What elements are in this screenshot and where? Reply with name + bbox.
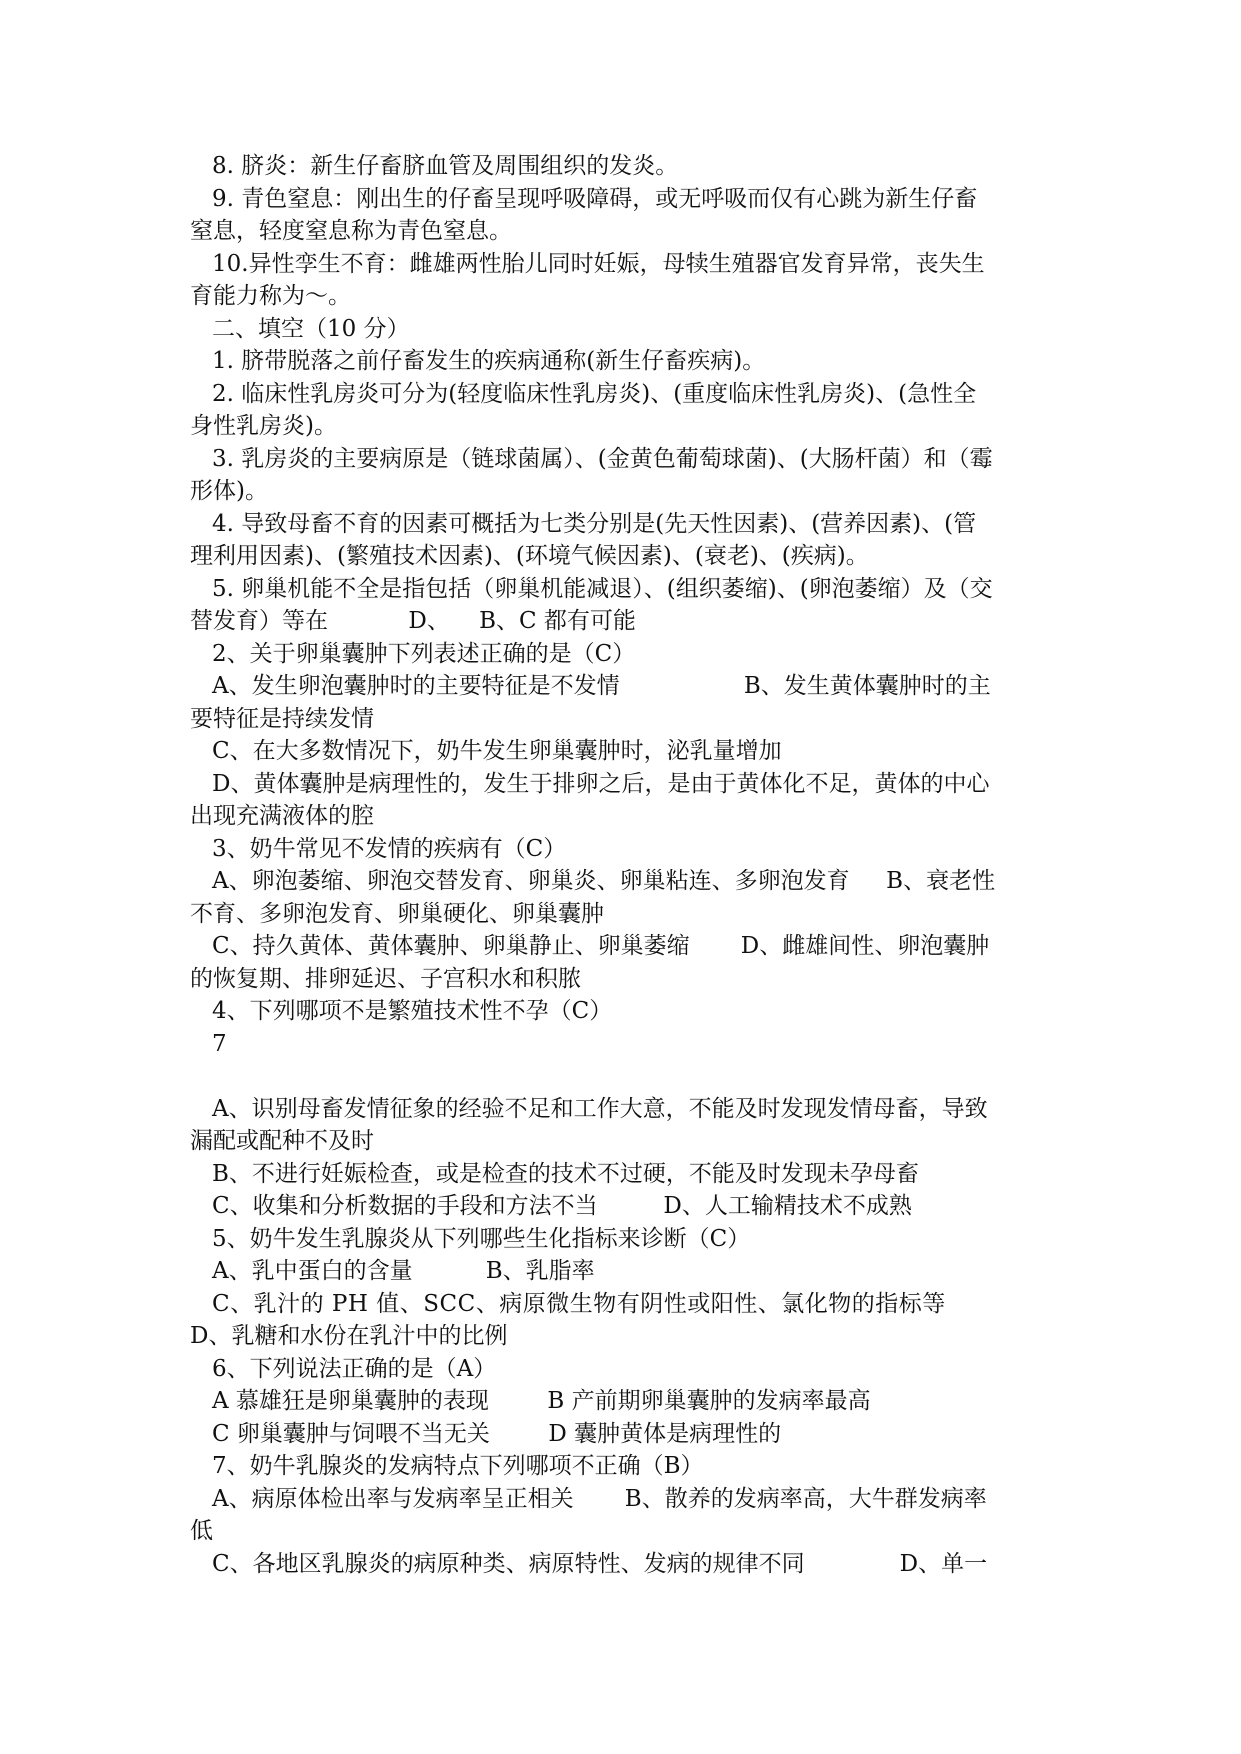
option-line: A、病原体检出率与发病率呈正相关 B、散养的发病率高，大牛群发病率	[212, 1485, 987, 1512]
question-line: 3、奶牛常见不发情的疾病有（C）	[212, 835, 567, 862]
option-line: A、乳中蛋白的含量 B、乳脂率	[212, 1258, 595, 1284]
text-line: 窒息，轻度窒息称为青色窒息。	[190, 218, 512, 244]
option-line: C、持久黄体、黄体囊肿、卵巢静止、卵巢萎缩 D、雌雄间性、卵泡囊肿	[212, 933, 990, 959]
option-line: A、发生卵泡囊肿时的主要特征是不发情 B、发生黄体囊肿时的主	[212, 673, 991, 699]
option-line: D、黄体囊肿是病理性的，发生于排卵之后，是由于黄体化不足，黄体的中心	[212, 770, 990, 797]
document-page	[190, 150, 1050, 1580]
text-line: 9. 青色窒息：刚出生的仔畜呈现呼吸障碍，或无呼吸而仅有心跳为新生仔畜	[212, 185, 978, 212]
text-line: 身性乳房炎)。	[190, 413, 337, 439]
text-line: 1. 脐带脱落之前仔畜发生的疾病通称(新生仔畜疾病)。	[212, 348, 766, 374]
option-line: 要特征是持续发情	[190, 705, 374, 732]
option-line: C 卵巢囊肿与饲喂不当无关 D 囊肿黄体是病理性的	[212, 1420, 782, 1447]
text-line: 理利用因素)、(繁殖技术因素)、(环境气候因素)、(衰老)、(疾病)。	[190, 543, 869, 569]
question-line: 4、下列哪项不是繁殖技术性不孕（C）	[212, 998, 613, 1024]
option-line: C、收集和分析数据的手段和方法不当 D、人工输精技术不成熟	[212, 1193, 912, 1219]
text-line: 2. 临床性乳房炎可分为(轻度临床性乳房炎)、(重度临床性乳房炎)、(急性全	[212, 380, 977, 407]
option-line: A、识别母畜发情征象的经验不足和工作大意，不能及时发现发情母畜，导致	[212, 1095, 988, 1122]
blank-line	[190, 1060, 1050, 1093]
option-line: 的恢复期、排卵延迟、子宫积水和积脓	[190, 965, 581, 992]
option-line: C、在大多数情况下，奶牛发生卵巢囊肿时，泌乳量增加	[212, 738, 782, 764]
option-line: C、各地区乳腺炎的病原种类、病原特性、发病的规律不同 D、单一	[212, 1550, 988, 1577]
question-line: 5、奶牛发生乳腺炎从下列哪些生化指标来诊断（C）	[212, 1225, 751, 1252]
text-line: 替发育）等在 D、 B、C 都有可能	[190, 608, 636, 634]
text-line: 3. 乳房炎的主要病原是（链球菌属）、(金黄色葡萄球菌)、(大肠杆菌）和（霉	[212, 445, 993, 472]
text-line: 育能力称为～。	[190, 283, 351, 309]
option-line: C、乳汁的 PH 值、SCC、病原微生物有阴性或阳性、氯化物的指标等	[212, 1290, 946, 1317]
page-number: 7	[212, 1030, 227, 1057]
option-line: D、乳糖和水份在乳汁中的比例	[190, 1323, 508, 1349]
option-line: 漏配或配种不及时	[190, 1128, 374, 1154]
option-line: 低	[190, 1518, 213, 1544]
section-heading: 二、填空（10 分）	[212, 315, 410, 342]
option-line: 出现充满液体的腔	[190, 803, 374, 829]
text-line: 8. 脐炎：新生仔畜脐血管及周围组织的发炎。	[212, 153, 679, 179]
question-line: 2、关于卵巢囊肿下列表述正确的是（C）	[212, 640, 636, 667]
text-line: 10.异性孪生不育：雌雄两性胎儿同时妊娠，母犊生殖器官发育异常，丧失生	[212, 250, 985, 277]
question-line: 7、奶牛乳腺炎的发病特点下列哪项不正确（B）	[212, 1453, 704, 1479]
option-line: A 慕雄狂是卵巢囊肿的表现 B 产前期卵巢囊肿的发病率最高	[212, 1388, 871, 1414]
option-line: B、不进行妊娠检查，或是检查的技术不过硬，不能及时发现未孕母畜	[212, 1160, 919, 1187]
question-line: 6、下列说法正确的是（A）	[212, 1355, 497, 1382]
option-line: 不育、多卵泡发育、卵巢硬化、卵巢囊肿	[190, 900, 604, 927]
option-line: A、卵泡萎缩、卵泡交替发育、卵巢炎、卵巢粘连、多卵泡发育 B、衰老性	[212, 868, 996, 894]
text-line: 4. 导致母畜不育的因素可概括为七类分别是(先天性因素)、(营养因素)、(管	[212, 510, 977, 537]
text-line: 5. 卵巢机能不全是指包括（卵巢机能减退）、(组织萎缩)、(卵泡萎缩）及（交	[212, 575, 993, 602]
text-line: 形体)。	[190, 478, 268, 504]
